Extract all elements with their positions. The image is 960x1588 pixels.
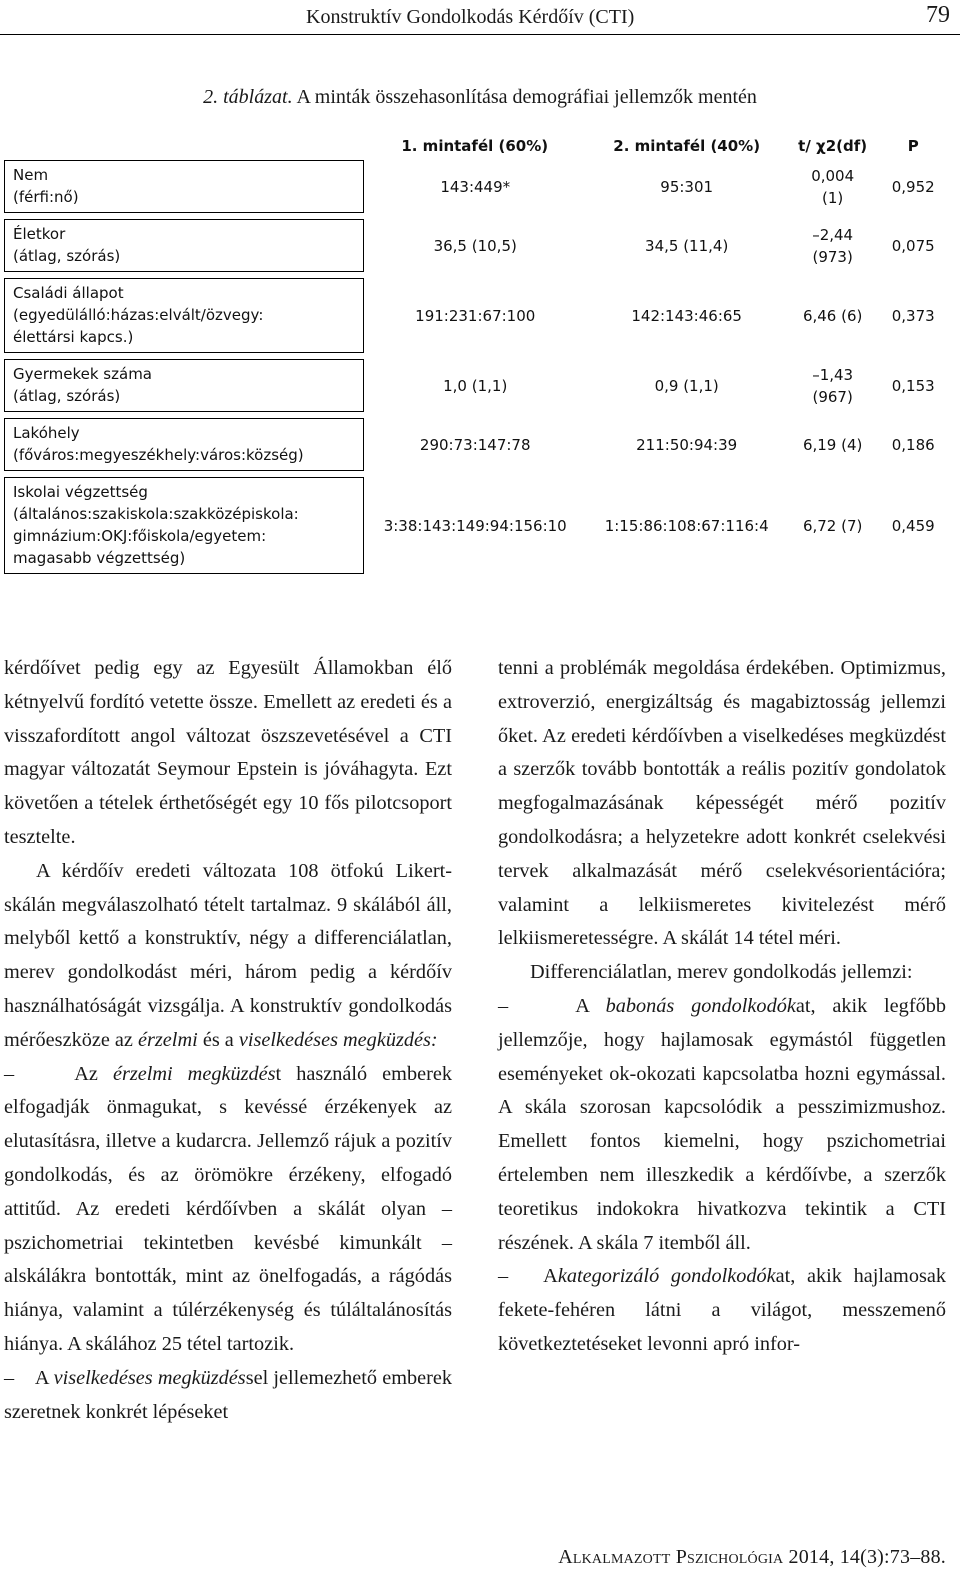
sample1-value: 1,0 (1,1) xyxy=(443,376,508,395)
table-row-gap xyxy=(5,412,949,419)
running-head-title: Konstruktív Gondolkodás Kérdőív (CTI) xyxy=(306,6,635,28)
table-gap-cell xyxy=(5,412,364,419)
table-row-gap xyxy=(5,272,949,279)
table-gap-cell xyxy=(878,213,949,220)
page-number: 79 xyxy=(926,2,950,28)
table-gap-cell xyxy=(586,213,787,220)
table-gap-cell xyxy=(787,471,878,478)
dash-marker: – xyxy=(4,1366,15,1389)
table-gap-cell xyxy=(586,353,787,360)
table-gap-cell xyxy=(878,471,949,478)
row-label-line: élettársi kapcs.) xyxy=(13,328,134,346)
sample1-value: 3:38:143:149:94:156:10 xyxy=(383,516,567,535)
text-column-left xyxy=(4,652,452,1429)
table-header-sample1: 1. mintafél (60%) xyxy=(401,137,549,156)
test-statistic-line: 0,004 xyxy=(811,166,855,185)
test-statistic-line: 6,46 (6) xyxy=(802,306,863,325)
p-value: 0,075 xyxy=(891,236,935,255)
sample1-value: 143:449* xyxy=(440,177,511,196)
sample1-value: 36,5 (10,5) xyxy=(433,236,517,255)
table-gap-cell xyxy=(364,213,586,220)
list-item xyxy=(498,1260,946,1361)
row-label-line: Nem xyxy=(13,166,49,184)
paragraph-text: és a xyxy=(202,1028,234,1051)
row-label-line: Életkor xyxy=(13,225,66,243)
paragraph-text: at, akik legfőbb jellemzője, hogy hajlamosak egymástól független eseményeket ok-okozati kapcsolatba hozni egymással. A skála szorosan kapcsolódik a pesszimizmushoz. Emellett fontos kiemelni, hogy pszichometriai értelemben nem illeszkedik a kérdőívbe, a szerzők teoretikus indokokra hivatkozva tekintik a CTI részének. A skála 7 itemből áll. xyxy=(498,994,946,1254)
table-gap-cell xyxy=(586,412,787,419)
table-gap-cell xyxy=(586,272,787,279)
p-value: 0,459 xyxy=(891,516,935,535)
table-gap-cell xyxy=(787,353,878,360)
table-gap-cell xyxy=(5,272,364,279)
sample2-value: 0,9 (1,1) xyxy=(654,376,719,395)
emphasis: babonás gondolkodók xyxy=(605,994,796,1017)
emphasis: viselkedéses megküzdés xyxy=(53,1366,246,1389)
table-caption-number: 2. táblázat. xyxy=(203,86,293,108)
table-gap-cell xyxy=(878,272,949,279)
table-gap-cell xyxy=(5,471,364,478)
table-gap-cell xyxy=(878,353,949,360)
table-row xyxy=(5,161,949,213)
table-row xyxy=(5,279,949,353)
table-header-p: P xyxy=(907,137,919,156)
table-gap-cell xyxy=(364,471,586,478)
row-label-line: Családi állapot xyxy=(13,284,124,302)
sample2-value: 34,5 (11,4) xyxy=(645,236,729,255)
sample2-value: 95:301 xyxy=(660,177,714,196)
row-label-line: (főváros:megyeszékhely:város:község) xyxy=(13,446,304,464)
sample1-value: 191:231:67:100 xyxy=(415,306,536,325)
table-gap-cell xyxy=(878,412,949,419)
table-header-sample2: 2. mintafél (40%) xyxy=(613,137,761,156)
table-header-test: t/ χ2(df) xyxy=(798,137,868,156)
journal-citation: Alkalmazott Pszichológia 2014, 14(3):73–88. xyxy=(558,1546,946,1568)
table-row-gap xyxy=(5,213,949,220)
emphasis: viselkedéses megküzdés: xyxy=(238,1028,438,1051)
dash-marker: – xyxy=(498,994,509,1017)
paragraph-text: t használó emberek elfogadják önmagukat, s kevéssé érzékenyek az elutasításra, illetve a kudarcra. Jellemző rájuk a pozitív gondolkodás, és az örömökre érzékeny, elfogadó attitűd. Az eredeti kérdőívben a skálát olyan – pszichometriai tekintetben kevésbé kimunkált – alskálákra bontották, mint az önelfogadás, a rágódás hiánya, valamint a túlérzékenység és túláltalánosítás hiánya. A skálához 25 tétel tartozik. xyxy=(4,1062,452,1355)
table-row xyxy=(5,220,949,272)
test-statistic-line: (967) xyxy=(812,387,853,406)
paragraph-text: Az xyxy=(74,1062,98,1085)
table-gap-cell xyxy=(5,213,364,220)
list-item xyxy=(498,990,946,1260)
test-statistic-line: (1) xyxy=(822,188,844,207)
test-statistic-line: (973) xyxy=(812,247,853,266)
sample2-value: 142:143:46:65 xyxy=(631,306,742,325)
paragraph-text: A xyxy=(34,1366,49,1389)
row-label xyxy=(5,478,364,574)
row-label-line: (egyedülálló:házas:elvált/özvegy: xyxy=(13,306,264,324)
journal-footer xyxy=(558,1546,946,1569)
test-statistic-line: –2,44 xyxy=(812,225,854,244)
row-label-line: Lakóhely xyxy=(13,424,80,442)
table-row-gap xyxy=(5,353,949,360)
p-value: 0,952 xyxy=(891,177,935,196)
paragraph-text: at, akik hajlamosak fekete-fehéren látni a világot, messzemenő következtetéseket levonni apró infor- xyxy=(498,1265,946,1355)
paragraph-text: A xyxy=(575,994,589,1017)
test-statistic xyxy=(787,360,878,412)
row-label xyxy=(5,161,364,213)
paragraph: Differenciálatlan, merev gondolkodás jellemzi: xyxy=(530,961,913,984)
test-statistic xyxy=(787,279,878,353)
table-gap-cell xyxy=(787,272,878,279)
demographics-table xyxy=(4,132,949,574)
paragraph-text: A xyxy=(543,1265,558,1288)
sample1-value: 290:73:147:78 xyxy=(419,435,531,454)
test-statistic-line: –1,43 xyxy=(812,365,854,384)
p-value: 0,373 xyxy=(891,306,935,325)
paragraph: kérdőívet pedig egy az Egyesült Államokban élő kétnyelvű fordító vetette össze. Emellett az eredeti és a visszafordított angol változat öszszevetésével a CTI magyar változatát Seymour Epstein is jóváhagyta. Ezt követően a tételek érthetőségét egy 10 fős pilotcsoport tesztelte. xyxy=(4,657,452,848)
p-value: 0,153 xyxy=(891,376,935,395)
emphasis: érzelmi xyxy=(138,1028,198,1051)
table-gap-cell xyxy=(787,412,878,419)
row-label xyxy=(5,279,364,353)
test-statistic xyxy=(787,161,878,213)
row-label-line: magasabb végzettség) xyxy=(13,549,186,567)
dash-marker: – xyxy=(4,1062,15,1085)
table-gap-cell xyxy=(364,272,586,279)
table-row xyxy=(5,419,949,471)
paragraph: tenni a problémák megoldása érdekében. Optimizmus, extroverzió, energizáltság és magabiztosság jellemzi őket. Az eredeti kérdőívben a viselkedéses megküzdést a szerzők tovább bontották a reális pozitív gondolatok megfogalmazásának képességét mérő pozitív gondolkodásra; a helyzetekre adott konkrét cselekvési tervek alkalmazását mérő cselekvésorientációra; valamint a lelkiismeretes kivitelezést mérő lelkiismeretességre. A skálát 14 tétel méri. xyxy=(498,657,946,950)
list-item xyxy=(4,1362,452,1430)
p-value: 0,186 xyxy=(891,435,935,454)
row-label xyxy=(5,360,364,412)
paragraph-text: sel jellemezhető emberek szeretnek konkrét lépéseket xyxy=(4,1366,453,1423)
table-gap-cell xyxy=(787,213,878,220)
running-head xyxy=(0,0,960,35)
emphasis: kategorizáló gondolkodók xyxy=(557,1265,776,1288)
table-header-empty xyxy=(5,132,364,161)
sample2-value: 1:15:86:108:67:116:4 xyxy=(604,516,769,535)
table-caption-text: A minták összehasonlítása demográfiai jellemzők mentén xyxy=(296,86,757,108)
table-caption xyxy=(0,86,960,109)
dash-marker: – xyxy=(498,1265,509,1288)
table-header-row xyxy=(5,132,949,161)
test-statistic xyxy=(787,419,878,471)
table-body xyxy=(5,161,949,574)
paragraph xyxy=(4,855,452,1058)
table-gap-cell xyxy=(586,471,787,478)
row-label-line: Iskolai végzettség xyxy=(13,483,148,501)
table-gap-cell xyxy=(364,353,586,360)
row-label-line: Gyermekek száma xyxy=(13,365,152,383)
row-label-line: gimnázium:OKJ:főiskola/egyetem: xyxy=(13,527,267,545)
row-label xyxy=(5,220,364,272)
row-label-line: (általános:szakiskola:szakközépiskola: xyxy=(13,505,299,523)
table-row-gap xyxy=(5,471,949,478)
row-label-line: (férfi:nő) xyxy=(13,188,79,206)
emphasis: érzelmi megküzdés xyxy=(112,1062,276,1085)
list-item xyxy=(4,1058,452,1362)
table-gap-cell xyxy=(364,412,586,419)
table-row xyxy=(5,478,949,574)
row-label-line: (átlag, szórás) xyxy=(13,387,121,405)
paragraph-text: A kérdőív eredeti változata 108 ötfokú Likert-skálán megválaszolható tételt tartalmaz. 9 skálából áll, melyből kettő a konstruktív, négy a differenciálatlan, merev gondolkodást méri, három pedig a kérdőív használhatóságát vizsgálja. A konstruktív gondolkodás mérőeszköze az xyxy=(4,859,452,1051)
row-label-line: (átlag, szórás) xyxy=(13,247,121,265)
row-label xyxy=(5,419,364,471)
test-statistic xyxy=(787,478,878,574)
sample2-value: 211:50:94:39 xyxy=(636,435,738,454)
table-gap-cell xyxy=(5,353,364,360)
table-row xyxy=(5,360,949,412)
test-statistic-line: 6,72 (7) xyxy=(802,516,863,535)
test-statistic-line: 6,19 (4) xyxy=(802,435,863,454)
test-statistic xyxy=(787,220,878,272)
text-column-right xyxy=(498,652,946,1362)
